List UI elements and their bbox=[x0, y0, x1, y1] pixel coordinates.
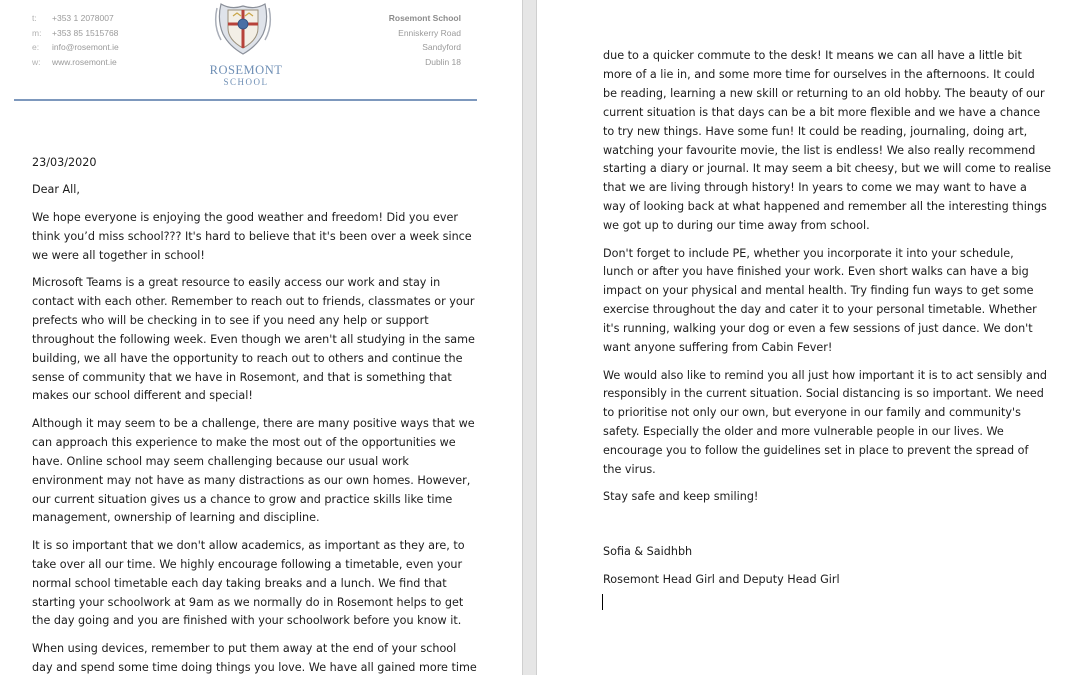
paragraph bbox=[603, 488, 1003, 507]
paragraph bbox=[32, 537, 465, 632]
paragraph bbox=[603, 367, 1048, 480]
paragraph bbox=[32, 274, 475, 406]
text-line: we were all together in school! bbox=[32, 248, 205, 262]
text-line: prefects who will be checking in to see if you need any help or support bbox=[32, 313, 429, 327]
contact-phone: t: +353 1 2078007 bbox=[32, 13, 114, 23]
text-line: be reading, learning a new skill or returning to an old hobby. The beauty of our bbox=[603, 86, 1045, 100]
text-line: to try new things. Have some fun! It could be reading, journaling, doing art, bbox=[603, 124, 1028, 138]
paragraph bbox=[603, 47, 1052, 236]
text-line: due to a quicker commute to the desk! It means we can all have a little bit bbox=[603, 49, 1022, 62]
text-line: throughout the following week. Even though we aren't all studying in the same bbox=[32, 332, 475, 346]
text-line: Don't forget to include PE, whether you incorporate it into your schedule, bbox=[603, 246, 1014, 260]
school-address: Rosemont School Enniskerry Road Sandyford Dublin 18 bbox=[388, 13, 461, 68]
text-line: more of a lie in, and some more time for ourselves in the afternoons. It could bbox=[603, 67, 1035, 81]
text-line: the virus. bbox=[603, 463, 656, 477]
text-line: responsibly in the current situation. Social distancing is so important. We need bbox=[603, 387, 1044, 401]
text-line: exercise throughout the day and cater it to your personal timetable. Whether bbox=[603, 303, 1037, 317]
document-page-left bbox=[0, 0, 522, 675]
text-line: normal school timetable each day taking breaks and a lunch. We find that bbox=[32, 576, 447, 590]
contact-email: e: info@rosemont.ie bbox=[32, 42, 119, 53]
letter-greeting: Dear All, bbox=[32, 183, 80, 197]
text-line: want anyone suffering from Cabin Fever! bbox=[603, 341, 833, 355]
paragraph-spacer bbox=[603, 516, 1003, 535]
text-line: We would also like to remind you all just how important it is to act sensibly and bbox=[603, 368, 1048, 382]
text-line: contact with each other. Remember to reach out to friends, classmates or your bbox=[32, 294, 475, 308]
text-line: that we are living through history! In years to come we may want to have a bbox=[603, 181, 1027, 195]
text-line: Although it may seem to be a challenge, there are many positive ways that we bbox=[32, 416, 475, 430]
text-line: starting a diary or journal. It may seem a bit cheesy, but we will come to realise bbox=[603, 162, 1052, 176]
text-line: think you’d miss school??? It's hard to believe that it's been over a week since bbox=[32, 229, 472, 243]
text-line: day and spend some time doing things you love. We have all gained more time bbox=[32, 660, 477, 674]
contact-mobile: m: +353 85 1515768 bbox=[32, 27, 119, 38]
text-line: Stay safe and keep smiling! bbox=[603, 490, 759, 504]
text-line: to prioritise not only our own, but everyone in our family and community's bbox=[603, 406, 1021, 420]
contact-website: w: www.rosemont.ie bbox=[32, 57, 117, 68]
school-crest-icon bbox=[213, 0, 273, 56]
text-line: can approach this experience to make the most out of the opportunities we bbox=[32, 435, 456, 449]
text-line: safety. Especially the older and more vulnerable people in our lives. We bbox=[603, 425, 1004, 439]
text-cursor bbox=[602, 594, 603, 610]
text-line: sense of community that we have in Rosemont, and that is something that bbox=[32, 370, 452, 384]
text-line: encourage you to follow the guidelines set in place to prevent the spread of bbox=[603, 444, 1029, 458]
paragraph bbox=[603, 245, 1037, 358]
contact-details bbox=[32, 11, 119, 70]
text-line: it's running, walking your dog or even a few sessions of just dance. We don't bbox=[603, 322, 1033, 336]
text-line: way of looking back at what happened and remember all the interesting things bbox=[603, 200, 1047, 214]
text-line: current situation is that days can be a bit more flexible and we have a chance bbox=[603, 105, 1041, 119]
text-line: impact on your physical and mental health. Try finding fun ways to get some bbox=[603, 284, 1034, 298]
text-line: our current situation gives us a chance to grow and practice skills like time bbox=[32, 492, 453, 506]
text-line: makes our school different and special! bbox=[32, 389, 253, 403]
text-line: When using devices, remember to put them away at the end of your school bbox=[32, 641, 457, 655]
text-line: We hope everyone is enjoying the good weather and freedom! Did you ever bbox=[32, 210, 458, 224]
text-line: environment may not have as many distractions as our own homes. However, bbox=[32, 473, 471, 487]
text-line: management, ownership of learning and discipline. bbox=[32, 511, 320, 525]
text-line: starting your schoolwork at 9am as we normally do in Rosemont helps to get bbox=[32, 595, 464, 609]
text-line: Microsoft Teams is a great resource to easily access our work and stay in bbox=[32, 276, 441, 290]
text-line: It is so important that we don't allow academics, as important as they are, to bbox=[32, 538, 465, 552]
text-line: take over all our time. We highly encourage following a timetable, even your bbox=[32, 557, 463, 571]
paragraph bbox=[32, 640, 477, 675]
paragraph bbox=[32, 209, 472, 266]
text-line: the day going and you are finished with your schoolwork before you know it. bbox=[32, 614, 462, 628]
text-line: have. Online school may seem challenging because our usual work bbox=[32, 454, 409, 468]
letter-date: 23/03/2020 bbox=[32, 156, 97, 169]
letter-signature-title: Rosemont Head Girl and Deputy Head Girl bbox=[603, 572, 840, 586]
text-line: we got up to during our time away from school. bbox=[603, 219, 870, 233]
page-gutter bbox=[522, 0, 537, 675]
header-divider bbox=[14, 99, 477, 101]
text-line: lunch or after you have finished your work. Even short walks can have a big bbox=[603, 265, 1029, 279]
text-line: building, we all have the opportunity to reach out to others and continue the bbox=[32, 351, 463, 365]
school-logo-text: ROSEMONT SCHOOL bbox=[209, 63, 283, 87]
paragraph bbox=[32, 415, 475, 528]
letter-body-left bbox=[32, 154, 477, 675]
document-page-right[interactable] bbox=[537, 0, 1080, 675]
text-line: watching your favourite movie, the list is endless! We also really recommend bbox=[603, 143, 1036, 157]
letter-signature: Sofia & Saidhbh bbox=[603, 545, 693, 559]
letter-body-right bbox=[603, 47, 1052, 598]
